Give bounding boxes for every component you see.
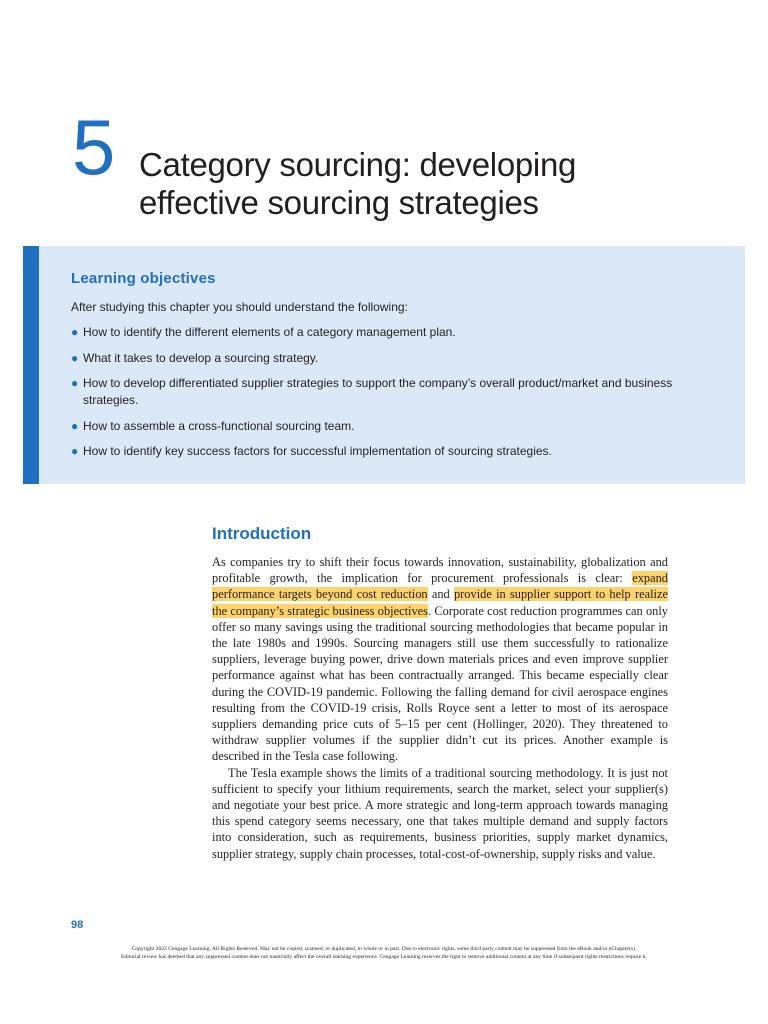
chapter-title: Category sourcing: developing effective sourcing strategies	[139, 146, 577, 221]
learning-objectives-box	[23, 246, 745, 484]
objective-item	[71, 443, 711, 460]
objective-text: How to assemble a cross-functional sourcing team.	[83, 418, 355, 433]
objective-item	[71, 418, 711, 435]
bullet-icon: ●	[71, 325, 79, 339]
copyright-notice	[60, 945, 708, 961]
objectives-heading: Learning objectives	[71, 270, 216, 287]
paragraph-text: . Corporate cost reduction programmes can only offer so many savings using the traditional sourcing methodologies that became popular in the late 1980s and 1990s. Sourcing managers still use them successfully to rationalize suppliers, leverage buying power, drive down materials prices and even improve supplier performance against what has been contractually arranged. This became especially clear during the COVID-19 pandemic. Following the falling demand for civil aerospace engines resulting from the COVID-19 crisis, Rolls Royce sent a letter to most of its aerospace suppliers demanding price cuts of 5–15 per cent (Hollinger, 2020). They threatened to withdraw supplier volumes if the supplier didn’t cut its prices. Another example is described in the Tesla case following.	[212, 603, 668, 764]
bullet-icon: ●	[71, 418, 79, 433]
copyright-line: Editorial review has deemed that any suppressed content does not materially affect the overall learning experience. Cengage Learning reserves the right to remove additional content at any time if subsequent rights restrictions require it.	[121, 954, 647, 960]
objective-text: How to identify the different elements of a category management plan.	[83, 325, 456, 339]
objective-item	[71, 375, 711, 409]
objectives-intro: After studying this chapter you should understand the following:	[71, 300, 408, 314]
bullet-icon: ●	[71, 444, 79, 458]
paragraph-text: As companies try to shift their focus towards innovation, sustainability, globalization and profitable growth, the implication for procurement professionals is clear:	[212, 555, 668, 586]
bullet-icon: ●	[71, 376, 79, 390]
objective-item	[71, 350, 711, 367]
objective-item	[71, 324, 711, 341]
objective-text: How to identify key success factors for successful implementation of sourcing strategies.	[83, 444, 552, 458]
highlighted-text: expand performance targets beyond cost reduction	[212, 571, 668, 602]
introduction-body	[212, 554, 668, 862]
objectives-list	[71, 324, 711, 469]
bullet-icon: ●	[71, 350, 79, 365]
chapter-number: 5	[72, 103, 115, 191]
introduction-heading: Introduction	[212, 524, 312, 543]
objectives-accent-bar	[23, 246, 39, 484]
objective-text: What it takes to develop a sourcing strategy.	[83, 350, 319, 365]
objective-text: How to develop differentiated supplier strategies to support the company’s overall product/market and business strategies.	[83, 376, 673, 407]
paragraph-1	[212, 554, 668, 765]
highlighted-text: provide in supplier support to help realize the company’s strategic business objectives	[212, 587, 668, 618]
paragraph-text: and	[427, 587, 454, 602]
copyright-line: Copyright 2022 Cengage Learning. All Rights Reserved. May not be copied, scanned, or duplicated, in whole or in part. Due to electronic rights, some third party content may be suppressed from the eBook and/or eChapter(s).	[131, 946, 637, 952]
paragraph-2: The Tesla example shows the limits of a traditional sourcing methodology. It is just not sufficient to specify your lithium requirements, search the market, select your supplier(s) and negotiate your best price. A more strategic and long-term approach towards managing this spend category seems necessary, one that takes multiple demand and supply factors into consideration, such as requirements, business priorities, supply market dynamics, supplier strategy, supply chain processes, total-cost-of-ownership, supply risks and value.	[212, 765, 668, 861]
page-number: 98	[71, 919, 84, 931]
